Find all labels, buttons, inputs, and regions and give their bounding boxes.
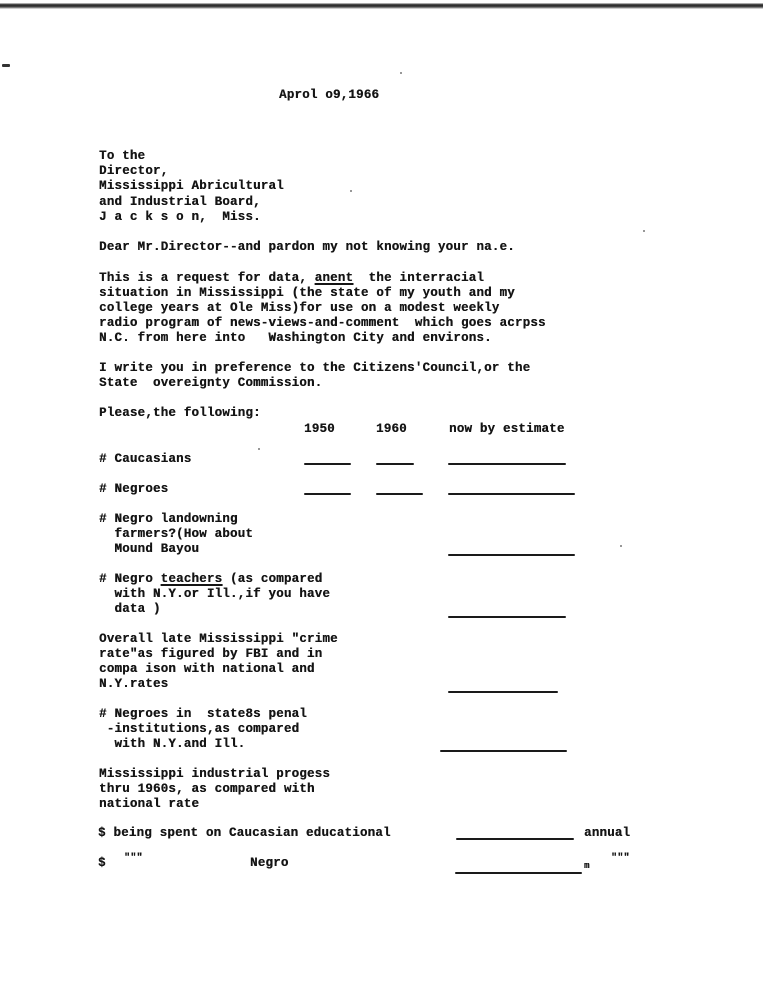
text: This is a request for data,: [99, 271, 315, 285]
paragraph-line: State overeignty Commission.: [99, 376, 323, 390]
blank-1960-negroes[interactable]: [376, 493, 423, 495]
item-line: N.Y.rates: [99, 677, 169, 691]
item-line: # Negro landowning: [99, 512, 238, 526]
item-line: national rate: [99, 797, 200, 811]
blank-estimate-negroes[interactable]: [448, 493, 575, 495]
blank-spending-negro[interactable]: [455, 872, 582, 874]
item-line: -institutions,as compared: [99, 722, 300, 736]
paragraph-line: situation in Mississippi (the state of my youth and my: [99, 286, 515, 300]
spending-caucasian-label: $ being spent on Caucasian educational: [98, 826, 391, 840]
spending-caucasian-suffix: annual: [584, 826, 631, 840]
item-line: Mississippi industrial progess: [99, 767, 331, 781]
item-negroes: # Negroes: [99, 482, 169, 496]
item-line: thru 1960s, as compared with: [99, 782, 315, 796]
blank-1950-negroes[interactable]: [304, 493, 351, 495]
blank-1950-caucasians[interactable]: [304, 463, 351, 465]
address-line: and Industrial Board,: [99, 195, 261, 209]
text: the interracial: [353, 271, 485, 285]
underlined-word: teachers: [160, 572, 223, 586]
paragraph-line: I write you in preference to the Citizens'Council,or the: [99, 361, 531, 375]
page-top-edge: [0, 0, 763, 9]
blank-crime-rate[interactable]: [448, 691, 558, 693]
item-line: farmers?(How about: [99, 527, 254, 541]
scan-speck: [620, 545, 622, 547]
paragraph-line: college years at Ole Miss)for use on a modest weekly: [99, 301, 500, 315]
column-header-1950: 1950: [304, 422, 335, 436]
item-line: with N.Y.or Ill.,if you have: [99, 587, 331, 601]
scan-speck: [258, 448, 260, 450]
item-line: [99, 572, 322, 587]
item-line: # Negroes in state8s penal: [99, 707, 307, 721]
spending-negro-prefix: $: [98, 856, 106, 870]
ditto-mark: """: [611, 853, 630, 864]
scan-speck: [400, 72, 402, 74]
address-line: Director,: [99, 164, 169, 178]
spending-negro-label: Negro: [250, 856, 289, 870]
scan-speck: [643, 230, 645, 232]
text: # Negro: [99, 572, 161, 586]
blank-estimate-caucasians[interactable]: [448, 463, 566, 465]
blank-spending-caucasian[interactable]: [456, 838, 574, 840]
underlined-word: anent: [314, 271, 354, 285]
ditto-mark: """: [124, 853, 143, 864]
spending-negro-mark: m: [584, 861, 590, 871]
item-line: Mound Bayou: [99, 542, 200, 556]
item-line: Overall late Mississippi "crime: [99, 632, 338, 646]
paragraph-line: radio program of news-views-and-comment which goes acrpss: [99, 316, 546, 330]
item-line: rate"as figured by FBI and in: [99, 647, 323, 661]
form-intro: Please,the following:: [99, 406, 261, 420]
blank-penal-institutions[interactable]: [440, 750, 567, 752]
item-caucasians: # Caucasians: [99, 452, 192, 466]
address-line: To the: [99, 149, 146, 163]
address-line: J a c k s o n, Miss.: [99, 210, 261, 224]
scan-speck: [350, 190, 352, 192]
scan-mark: [2, 64, 10, 67]
text: (as compared: [222, 572, 323, 586]
column-header-estimate: now by estimate: [449, 422, 565, 436]
blank-landowning-farmers[interactable]: [448, 554, 575, 556]
item-line: compa ison with national and: [99, 662, 315, 676]
paragraph-line: N.C. from here into Washington City and environs.: [99, 331, 492, 345]
paragraph-line: [99, 271, 484, 286]
salutation: Dear Mr.Director--and pardon my not knowing your na.e.: [99, 240, 515, 254]
column-header-1960: 1960: [376, 422, 407, 436]
blank-teachers[interactable]: [448, 616, 566, 618]
letter-date: Aprol o9,1966: [279, 88, 380, 102]
item-line: data ): [99, 602, 161, 616]
item-line: with N.Y.and Ill.: [99, 737, 246, 751]
blank-1960-caucasians[interactable]: [376, 463, 414, 465]
address-line: Mississippi Abricultural: [99, 179, 284, 193]
